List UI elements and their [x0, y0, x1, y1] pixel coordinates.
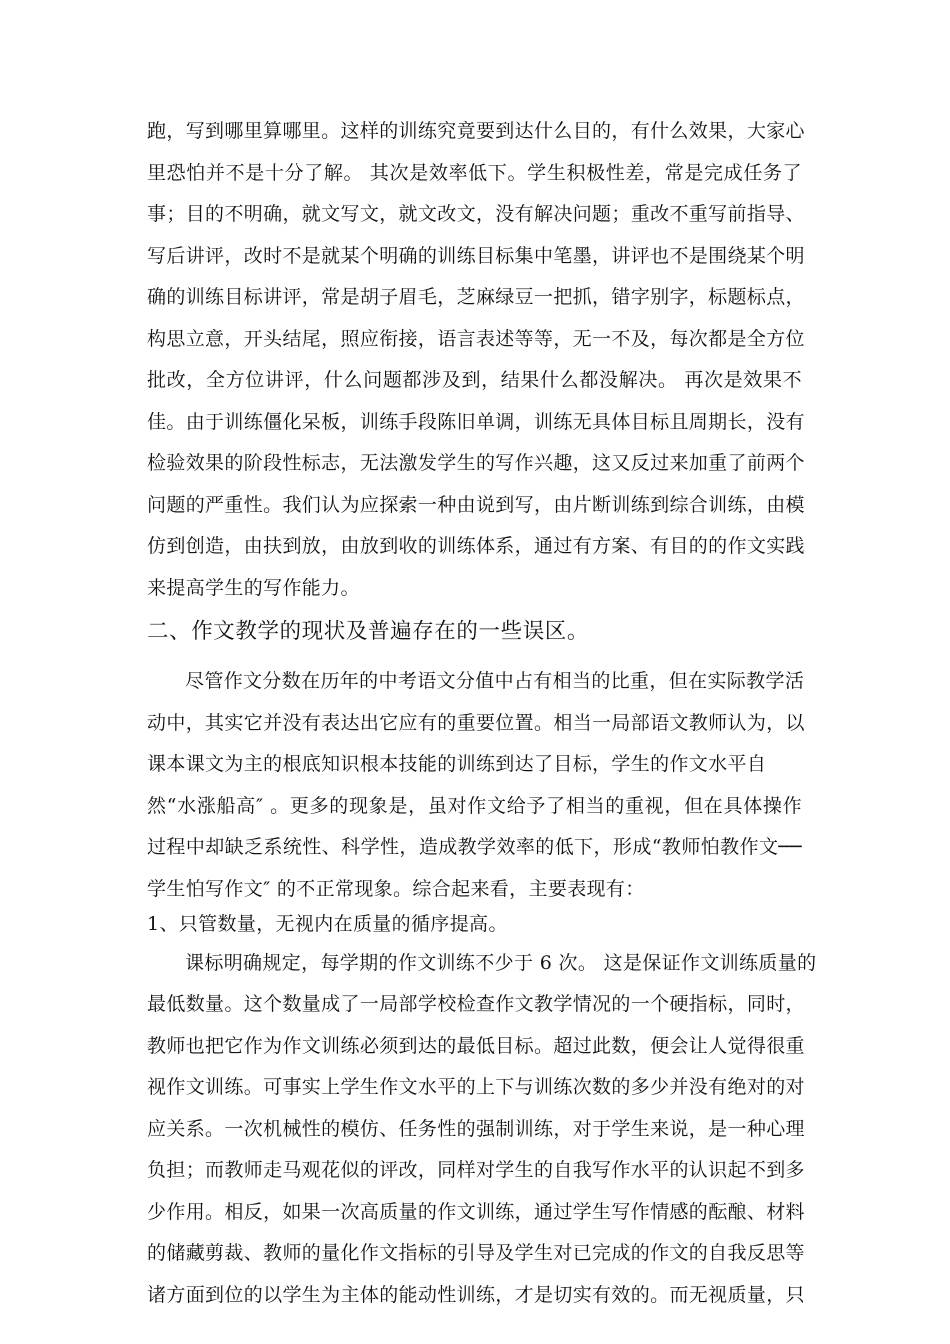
text-line: 确的训练目标讲评，常是胡子眉毛，芝麻绿豆一把抓，错字别字，标题标点， — [147, 286, 805, 308]
text-line: 过程中却缺乏系统性、科学性，造成教学效率的低下，形成“教师怕教作文── — [147, 836, 802, 858]
text-line: 仿到创造，由扶到放，由放到收的训练体系，通过有方案、有目的的作文实践 — [147, 535, 805, 557]
text-line: 少作用。相反，如果一次高质量的作文训练，通过学生写作情感的酝酿、材料 — [147, 1201, 805, 1223]
text-line: 动中，其实它并没有表达出它应有的重要位置。相当一局部语文教师认为，以 — [147, 712, 805, 734]
text-line: 来提高学生的写作能力。 — [147, 577, 360, 599]
text-line: 负担；而教师走马观花似的评改，同样对学生的自我写作水平的认识起不到多 — [147, 1159, 805, 1181]
text-line: 批改，全方位讲评，什么问题都涉及到，结果什么都没解决。 再次是效果不 — [147, 369, 802, 391]
text-line: 里恐怕并不是十分了解。 其次是效率低下。学生积极性差，常是完成任务了 — [147, 162, 802, 184]
text-line: 应关系。一次机械性的模仿、任务性的强制训练，对于学生来说，是一种心理 — [147, 1118, 805, 1140]
text-line: 然“水涨船高″ 。更多的现象是，虽对作文给予了相当的重视，但在具体操作 — [147, 795, 802, 817]
text-line: 跑，写到哪里算哪里。这样的训练究竟要到达什么目的，有什么效果，大家心 — [147, 120, 805, 142]
text-line: 构思立意，开头结尾，照应衔接，语言表述等等，无一不及，每次都是全方位 — [147, 328, 805, 350]
text-line: 尽管作文分数在历年的中考语文分值中占有相当的比重，但在实际教学活 — [185, 670, 805, 692]
text-line: 视作文训练。可事实上学生作文水平的上下与训练次数的多少并没有绝对的对 — [147, 1076, 805, 1098]
text-line: 的储藏剪裁、教师的量化作文指标的引导及学生对已完成的作文的自我反思等 — [147, 1242, 805, 1264]
text-line: 课标明确规定，每学期的作文训练不少于 6 次。 这是保证作文训练质量的 — [185, 952, 817, 974]
text-line: 事；目的不明确，就文写文，就文改文，没有解决问题；重改不重写前指导、 — [147, 203, 805, 225]
text-line: 佳。由于训练僵化呆板，训练手段陈旧单调，训练无具体目标且周期长，没有 — [147, 411, 805, 433]
text-line: 诸方面到位的以学生为主体的能动性训练，才是切实有效的。而无视质量，只 — [147, 1284, 805, 1306]
text-line: 检验效果的阶段性标志，无法激发学生的写作兴趣，这又反过来加重了前两个 — [147, 452, 805, 474]
text-line: 教师也把它作为作文训练必须到达的最低目标。超过此数，便会让人觉得很重 — [147, 1035, 805, 1057]
text-line: 学生怕写作文″ 的不正常现象。综合起来看，主要表现有： — [147, 878, 645, 900]
text-line: 最低数量。这个数量成了一局部学校检查作文教学情况的一个硬指标，同时， — [147, 993, 805, 1015]
section-heading: 二、作文教学的现状及普遍存在的一些误区。 — [147, 619, 590, 644]
text-line: 课本课文为主的根底知识根本技能的训练到达了目标，学生的作文水平自 — [147, 753, 767, 775]
subheading: 1、只管数量，无视内在质量的循序提高。 — [147, 913, 508, 935]
text-line: 问题的严重性。我们认为应探索一种由说到写，由片断训练到综合训练，由模 — [147, 494, 805, 516]
text-line: 写后讲评，改时不是就某个明确的训练目标集中笔墨，讲评也不是围绕某个明 — [147, 245, 805, 267]
